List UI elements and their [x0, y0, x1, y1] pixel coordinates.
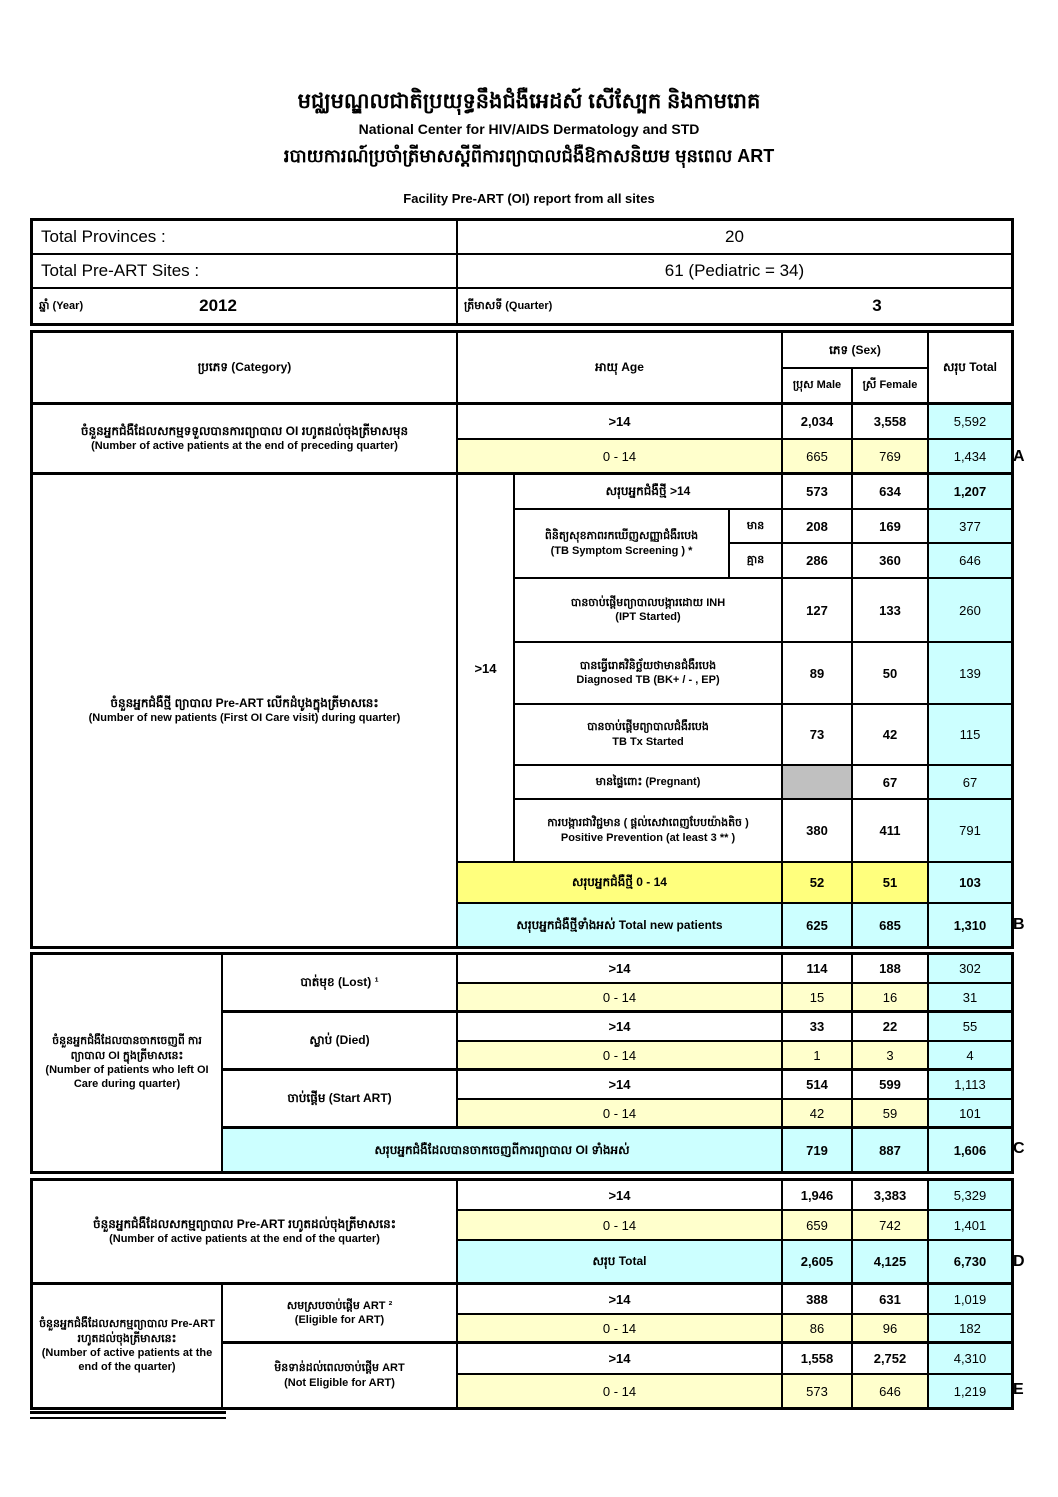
- age-cell: >14: [458, 1285, 783, 1315]
- age-cell: >14: [458, 405, 783, 440]
- value-male: 42: [783, 1100, 853, 1129]
- value-female: 16: [853, 984, 929, 1013]
- age-cell: 0 - 14: [458, 1042, 783, 1071]
- value-female: 59: [853, 1100, 929, 1129]
- value-total: 1,606: [929, 1129, 1011, 1171]
- row-label-died: ស្លាប់ (Died): [223, 1013, 458, 1071]
- value-male: 89: [783, 643, 853, 705]
- value-female: 742: [853, 1211, 929, 1241]
- summary-table: [30, 218, 1014, 326]
- value-male: 127: [783, 579, 853, 643]
- total-sites-value: 61 (Pediatric = 34): [458, 255, 1011, 289]
- value-male: 719: [783, 1129, 853, 1171]
- value-total: 55: [929, 1013, 1011, 1042]
- value-male: 52: [783, 863, 853, 904]
- value-male: 86: [783, 1315, 853, 1344]
- section-c-label: ចំនួនអ្នកជំងឺដែលបានចាកចេញពី ការព្យាបាល OI ក្នុងត្រីមាសនេះ (Number of patients who left OI Care during quarter): [33, 955, 223, 1171]
- total-provinces-value: 20: [458, 221, 1011, 255]
- value-total: 302: [929, 955, 1011, 984]
- row-label-tb-tx: បានចាប់ផ្តើមព្យាបាលជំងឺរបេង TB Tx Started: [515, 705, 783, 766]
- value-female: 3: [853, 1042, 929, 1071]
- value-total: 1,019: [929, 1285, 1011, 1315]
- main-table-c: [30, 952, 1014, 1174]
- row-label-eligible: សមស្របចាប់ផ្តើម ART ² (Eligible for ART): [223, 1285, 458, 1344]
- value-female: 634: [853, 475, 929, 510]
- value-male: 33: [783, 1013, 853, 1042]
- main-table-ab: [30, 330, 1014, 949]
- value-male: 573: [783, 1375, 853, 1407]
- khmer-subtitle: របាយការណ៍ប្រចាំត្រីមាសស្តីពីការព្យាបាលជំងឺឱកាសនិយម មុនពេល ART: [283, 146, 775, 166]
- value-male: 208: [783, 510, 853, 544]
- value-male: 114: [783, 955, 853, 984]
- value-total: 6,730: [929, 1241, 1011, 1285]
- age-cell: 0 - 14: [458, 1315, 783, 1344]
- value-male: 659: [783, 1211, 853, 1241]
- value-female: 631: [853, 1285, 929, 1315]
- value-total: 31: [929, 984, 1011, 1013]
- col-header-sex: ភេទ (Sex): [783, 333, 929, 369]
- age-cell: >14: [458, 955, 783, 984]
- value-male: 514: [783, 1071, 853, 1100]
- value-male: 1: [783, 1042, 853, 1071]
- value-total: 182: [929, 1315, 1011, 1344]
- value-female: 646: [853, 1375, 929, 1407]
- row-label-total-new-under14: សរុបអ្នកជំងឺថ្មី 0 - 14: [458, 863, 783, 904]
- age-group-over14: >14: [458, 475, 515, 863]
- value-male: 625: [783, 904, 853, 946]
- value-female: 51: [853, 863, 929, 904]
- value-total: 5,329: [929, 1181, 1011, 1211]
- value-total: 1,434: [929, 440, 1011, 475]
- value-female: 133: [853, 579, 929, 643]
- value-female: 685: [853, 904, 929, 946]
- value-female: 22: [853, 1013, 929, 1042]
- value-female: 3,558: [853, 405, 929, 440]
- value-total: 1,219: [929, 1375, 1011, 1407]
- value-male: 380: [783, 800, 853, 863]
- value-total: 67: [929, 766, 1011, 800]
- year-value: 2012: [199, 296, 237, 315]
- value-total: 1,401: [929, 1211, 1011, 1241]
- marker-d: D: [1013, 1253, 1025, 1270]
- year-label: ឆ្នាំ (Year): [39, 299, 84, 312]
- value-female: 360: [853, 544, 929, 579]
- marker-c: C: [1013, 1140, 1025, 1157]
- value-female: 188: [853, 955, 929, 984]
- col-header-total: សរុប Total: [929, 333, 1011, 405]
- age-cell: 0 - 14: [458, 440, 783, 475]
- total-sites-label: Total Pre-ART Sites :: [33, 255, 458, 289]
- value-total: 791: [929, 800, 1011, 863]
- section-e-label: ចំនួនអ្នកជំងឺដែលសកម្មព្យាបាល Pre-ART រហូតដល់ចុងត្រីមាសនេះ (Number of active patients at the end of the quarter): [33, 1285, 223, 1407]
- value-male: 1,558: [783, 1344, 853, 1375]
- section-a-label: ចំនួនអ្នកជំងឺដែលសកម្មទទួលបានការព្យាបាល OI រហូតដល់ចុងត្រីមាសមុន (Number of active patients at the end of preceding quarter): [33, 405, 458, 475]
- value-total: 260: [929, 579, 1011, 643]
- row-label-ipt: បានចាប់ផ្តើមព្យាបាលបង្ការដោយ INH (IPT Started): [515, 579, 783, 643]
- value-female: 769: [853, 440, 929, 475]
- row-label-positive-prevention: ការបង្ការជាវិជ្ជមាន ( ផ្តល់សេវាពេញបែបយ៉ាងតិច ) Positive Prevention (at least 3 ** ): [515, 800, 783, 863]
- row-label-start-art: ចាប់ផ្តើម (Start ART): [223, 1071, 458, 1129]
- quarter-label: ត្រីមាសទី (Quarter): [464, 299, 553, 312]
- row-label-total-left-oi: សរុបអ្នកជំងឺដែលបានចាកចេញពីការព្យាបាល OI ទាំងអស់: [223, 1129, 783, 1171]
- value-male: 665: [783, 440, 853, 475]
- value-female: 411: [853, 800, 929, 863]
- row-label-pregnant: មានផ្ទៃពោះ (Pregnant): [515, 766, 783, 800]
- value-female: 887: [853, 1129, 929, 1171]
- section-b-label: ចំនួនអ្នកជំងឺថ្មី ព្យាបាល Pre-ART លើកដំបូងក្នុងត្រីមាសនេះ (Number of new patients (First OI Care visit) during quarter): [33, 475, 458, 946]
- value-total: 139: [929, 643, 1011, 705]
- col-header-female: ស្រី Female: [853, 369, 929, 405]
- value-female: 599: [853, 1071, 929, 1100]
- row-label-diagnosed-tb: បានធ្វើរោគវិនិច្ឆ័យថាមានជំងឺរបេង Diagnosed TB (BK+ / - , EP): [515, 643, 783, 705]
- age-cell: >14: [458, 1181, 783, 1211]
- value-total: 377: [929, 510, 1011, 544]
- col-header-age: អាយុ Age: [458, 333, 783, 405]
- age-cell: >14: [458, 1071, 783, 1100]
- row-label-tb-screening: ពិនិត្យសុខភាពរកឃើញសញ្ញាជំងឺរបេង (TB Symptom Screening ) *: [515, 510, 730, 579]
- value-male: 388: [783, 1285, 853, 1315]
- marker-b: B: [1013, 916, 1025, 933]
- value-total: 115: [929, 705, 1011, 766]
- age-cell: >14: [458, 1013, 783, 1042]
- value-female: 4,125: [853, 1241, 929, 1285]
- value-male: 2,034: [783, 405, 853, 440]
- value-total: 103: [929, 863, 1011, 904]
- value-female: 3,383: [853, 1181, 929, 1211]
- value-male: 2,605: [783, 1241, 853, 1285]
- value-female: 67: [853, 766, 929, 800]
- total-provinces-label: Total Provinces :: [33, 221, 458, 255]
- marker-a: A: [1013, 448, 1025, 465]
- row-label-total-new-patients: សរុបអ្នកជំងឺថ្មីទាំងអស់ Total new patients: [458, 904, 783, 946]
- english-title: National Center for HIV/AIDS Dermatology and STD: [358, 121, 700, 137]
- value-total: 4,310: [929, 1344, 1011, 1375]
- col-header-male: ប្រុស Male: [783, 369, 853, 405]
- value-female: 96: [853, 1315, 929, 1344]
- value-total: 4: [929, 1042, 1011, 1071]
- value-female: 169: [853, 510, 929, 544]
- section-d-label: ចំនួនអ្នកជំងឺដែលសកម្មព្យាបាល Pre-ART រហូតដល់ចុងត្រីមាសនេះ (Number of active patients at the end of the quarter): [33, 1181, 458, 1285]
- value-male: 73: [783, 705, 853, 766]
- year-cell: [33, 289, 458, 323]
- age-cell: 0 - 14: [458, 1211, 783, 1241]
- col-header-category: ប្រភេទ (Category): [33, 333, 458, 405]
- tb-none-label: គ្មាន: [730, 544, 783, 579]
- age-cell: 0 - 14: [458, 1375, 783, 1407]
- value-male: 573: [783, 475, 853, 510]
- age-cell: 0 - 14: [458, 1100, 783, 1129]
- value-female: 50: [853, 643, 929, 705]
- value-female: 42: [853, 705, 929, 766]
- age-cell: >14: [458, 1344, 783, 1375]
- report-title: Facility Pre-ART (OI) report from all sites: [403, 191, 655, 206]
- value-total: 101: [929, 1100, 1011, 1129]
- value-male-na: [783, 766, 853, 800]
- value-total: 1,310: [929, 904, 1011, 946]
- value-male: 15: [783, 984, 853, 1013]
- value-male: 1,946: [783, 1181, 853, 1211]
- age-cell: 0 - 14: [458, 984, 783, 1013]
- main-table-de: [30, 1178, 1014, 1410]
- value-total: 1,207: [929, 475, 1011, 510]
- khmer-title: មជ្ឈមណ្ឌលជាតិប្រយុទ្ធនឹងជំងឺអេដស៍ សើស្បែក និងកាមរោគ: [297, 90, 761, 113]
- tb-have-label: មាន: [730, 510, 783, 544]
- value-male: 286: [783, 544, 853, 579]
- footnote-divider: [30, 1411, 226, 1419]
- row-label-total-new-over14: សរុបអ្នកជំងឺថ្មី >14: [515, 475, 783, 510]
- row-label-lost: បាត់មុខ (Lost) ¹: [223, 955, 458, 1013]
- value-total: 646: [929, 544, 1011, 579]
- quarter-value: 3: [872, 296, 882, 315]
- value-total: 1,113: [929, 1071, 1011, 1100]
- value-total: 5,592: [929, 405, 1011, 440]
- row-label-total: សរុប Total: [458, 1241, 783, 1285]
- value-female: 2,752: [853, 1344, 929, 1375]
- row-label-not-eligible: មិនទាន់ដល់ពេលចាប់ផ្តើម ART (Not Eligible for ART): [223, 1344, 458, 1407]
- marker-e: E: [1013, 1381, 1024, 1398]
